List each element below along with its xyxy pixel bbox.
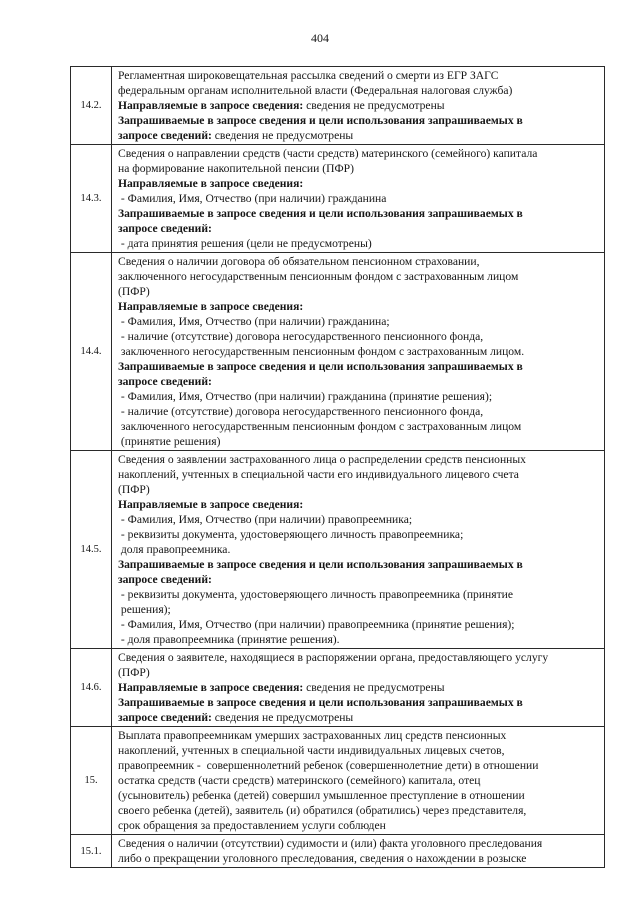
- bold-label: запросе сведений:: [118, 573, 212, 586]
- line-text: (ПФР): [118, 285, 150, 298]
- row-number: 14.6.: [71, 649, 112, 727]
- page-number: 404: [311, 31, 329, 45]
- table-row: [71, 145, 605, 253]
- text-line: [118, 68, 600, 83]
- text-line: [118, 236, 600, 251]
- text-line: [118, 557, 600, 572]
- text-line: [118, 299, 600, 314]
- requirements-table: [70, 66, 605, 868]
- row-content: [112, 67, 605, 145]
- row-content: [112, 727, 605, 835]
- text-line: [118, 221, 600, 236]
- text-line: [118, 497, 600, 512]
- text-line: [118, 113, 600, 128]
- line-text: - дата принятия решения (цели не предусмотрены): [118, 237, 372, 250]
- bold-label: Запрашиваемые в запросе сведения и цели использования запрашиваемых в: [118, 360, 523, 373]
- line-text: накоплений, учтенных в специальной части индивидуальных лицевых счетов,: [118, 744, 505, 757]
- row-content: [112, 253, 605, 451]
- text-line: [118, 374, 600, 389]
- text-line: [118, 617, 600, 632]
- line-text: Сведения о направлении средств (части средств) материнского (семейного) капитала: [118, 147, 538, 160]
- line-text: (усыновитель) ребенка (детей) совершил умышленное преступление в отношении: [118, 789, 525, 802]
- line-text: накоплений, учтенных в специальной части его индивидуального лицевого счета: [118, 468, 519, 481]
- line-text: остатка средств (части средств) материнского (семейного) капитала, отец: [118, 774, 481, 787]
- line-text: сведения не предусмотрены: [303, 99, 445, 112]
- line-text: заключенного негосударственным пенсионным фондом с застрахованным лицом: [118, 420, 522, 433]
- text-line: [118, 434, 600, 449]
- line-text: - Фамилия, Имя, Отчество (при наличии) гражданина: [118, 192, 387, 205]
- bold-label: запросе сведений:: [118, 129, 212, 142]
- line-text: - Фамилия, Имя, Отчество (при наличии) гражданина;: [118, 315, 390, 328]
- table-row: [71, 727, 605, 835]
- text-line: [118, 650, 600, 665]
- line-text: (ПФР): [118, 483, 150, 496]
- line-text: - реквизиты документа, удостоверяющего личность правопреемника;: [118, 528, 464, 541]
- row-number: 15.: [71, 727, 112, 835]
- text-line: [118, 128, 600, 143]
- line-text: Сведения о наличии договора об обязательном пенсионном страховании,: [118, 255, 480, 268]
- text-line: [118, 602, 600, 617]
- text-line: [118, 176, 600, 191]
- text-line: [118, 206, 600, 221]
- line-text: срок обращения за предоставлением услуги соблюден: [118, 819, 386, 832]
- line-text: (ПФР): [118, 666, 150, 679]
- text-line: [118, 359, 600, 374]
- text-line: [118, 467, 600, 482]
- text-line: [118, 329, 600, 344]
- bold-label: запросе сведений:: [118, 222, 212, 235]
- text-line: [118, 743, 600, 758]
- text-line: [118, 254, 600, 269]
- text-line: [118, 452, 600, 467]
- bold-label: Направляемые в запросе сведения:: [118, 300, 304, 313]
- text-line: [118, 344, 600, 359]
- line-text: Сведения о заявителе, находящиеся в распоряжении органа, предоставляющего услугу: [118, 651, 549, 664]
- line-text: - реквизиты документа, удостоверяющего личность правопреемника (принятие: [118, 588, 513, 601]
- text-line: [118, 758, 600, 773]
- text-line: [118, 680, 600, 695]
- bold-label: Направляемые в запросе сведения:: [118, 177, 304, 190]
- text-line: [118, 665, 600, 680]
- row-number: 15.1.: [71, 835, 112, 868]
- text-line: [118, 404, 600, 419]
- line-text: Сведения о заявлении застрахованного лица о распределении средств пенсионных: [118, 453, 526, 466]
- line-text: правопреемник - совершеннолетний ребенок (совершеннолетние дети) в отношении: [118, 759, 539, 772]
- line-text: решения);: [118, 603, 171, 616]
- line-text: Сведения о наличии (отсутствии) судимости и (или) факта уголовного преследования: [118, 837, 543, 850]
- row-number: 14.4.: [71, 253, 112, 451]
- text-line: [118, 773, 600, 788]
- bold-label: Направляемые в запросе сведения:: [118, 498, 304, 511]
- text-line: [118, 818, 600, 833]
- text-line: [118, 389, 600, 404]
- text-line: [118, 146, 600, 161]
- line-text: - Фамилия, Имя, Отчество (при наличии) правопреемника;: [118, 513, 413, 526]
- bold-label: Направляемые в запросе сведения:: [118, 99, 304, 112]
- text-line: [118, 836, 600, 851]
- bold-label: Запрашиваемые в запросе сведения и цели использования запрашиваемых в: [118, 696, 523, 709]
- text-line: [118, 851, 600, 866]
- line-text: Регламентная широковещательная рассылка сведений о смерти из ЕГР ЗАГС: [118, 69, 499, 82]
- text-line: [118, 512, 600, 527]
- line-text: - Фамилия, Имя, Отчество (при наличии) правопреемника (принятие решения);: [118, 618, 515, 631]
- text-line: [118, 527, 600, 542]
- line-text: на формирование накопительной пенсии (ПФР): [118, 162, 354, 175]
- bold-label: Запрашиваемые в запросе сведения и цели использования запрашиваемых в: [118, 207, 523, 220]
- text-line: [118, 542, 600, 557]
- line-text: либо о прекращении уголовного преследования, сведения о нахождении в розыске: [118, 852, 527, 865]
- table-row: [71, 253, 605, 451]
- row-number: 14.2.: [71, 67, 112, 145]
- text-line: [118, 314, 600, 329]
- bold-label: запросе сведений:: [118, 375, 212, 388]
- text-line: [118, 788, 600, 803]
- bold-label: Запрашиваемые в запросе сведения и цели использования запрашиваемых в: [118, 558, 523, 571]
- text-line: [118, 161, 600, 176]
- line-text: - наличие (отсутствие) договора негосударственного пенсионного фонда,: [118, 405, 484, 418]
- table-row: [71, 451, 605, 649]
- line-text: сведения не предусмотрены: [303, 681, 445, 694]
- line-text: сведения не предусмотрены: [211, 129, 354, 142]
- row-content: [112, 451, 605, 649]
- text-line: [118, 587, 600, 602]
- text-line: [118, 191, 600, 206]
- row-content: [112, 145, 605, 253]
- line-text: - доля правопреемника (принятие решения).: [118, 633, 340, 646]
- bold-label: запросе сведений:: [118, 711, 212, 724]
- row-number: 14.3.: [71, 145, 112, 253]
- row-content: [112, 649, 605, 727]
- bold-label: Запрашиваемые в запросе сведения и цели использования запрашиваемых в: [118, 114, 523, 127]
- table-body: [71, 67, 605, 868]
- line-text: доля правопреемника.: [118, 543, 231, 556]
- text-line: [118, 803, 600, 818]
- text-line: [118, 482, 600, 497]
- text-line: [118, 269, 600, 284]
- text-line: [118, 419, 600, 434]
- text-line: [118, 632, 600, 647]
- line-text: Выплата правопреемникам умерших застрахованных лиц средств пенсионных: [118, 729, 507, 742]
- line-text: заключенного негосударственным пенсионным фондом с застрахованным лицом: [118, 270, 519, 283]
- table-row: [71, 649, 605, 727]
- bold-label: Направляемые в запросе сведения:: [118, 681, 304, 694]
- line-text: федеральным органам исполнительной власти (Федеральная налоговая служба): [118, 84, 513, 97]
- text-line: [118, 728, 600, 743]
- table-row: [71, 835, 605, 868]
- text-line: [118, 572, 600, 587]
- text-line: [118, 284, 600, 299]
- row-number: 14.5.: [71, 451, 112, 649]
- row-content: [112, 835, 605, 868]
- line-text: заключенного негосударственным пенсионным фондом с застрахованным лицом.: [118, 345, 525, 358]
- line-text: (принятие решения): [118, 435, 221, 448]
- text-line: [118, 710, 600, 725]
- line-text: - Фамилия, Имя, Отчество (при наличии) гражданина (принятие решения);: [118, 390, 493, 403]
- line-text: сведения не предусмотрены: [211, 711, 354, 724]
- text-line: [118, 98, 600, 113]
- line-text: - наличие (отсутствие) договора негосударственного пенсионного фонда,: [118, 330, 484, 343]
- text-line: [118, 83, 600, 98]
- table-row: [71, 67, 605, 145]
- text-line: [118, 695, 600, 710]
- line-text: своего ребенка (детей), заявитель (и) обратился (обратились) через представителя,: [118, 804, 527, 817]
